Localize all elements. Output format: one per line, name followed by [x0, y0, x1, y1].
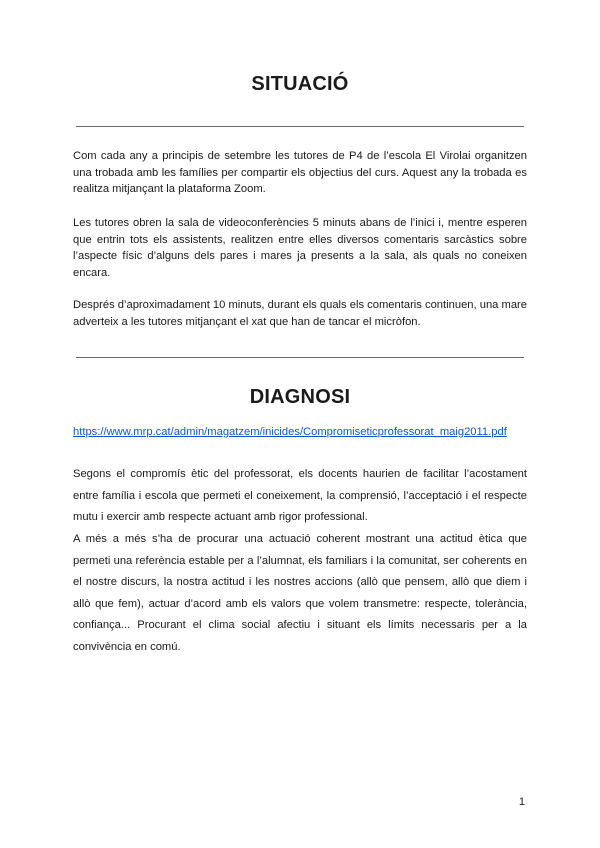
diagnosi-paragraph: Segons el compromís ètic del professorat, els docents haurien de facilitar l’acostament entre família i escola que permeti el coneixement, la comprensió, l’acceptació i el respecte mutu i exercir amb respecte actuant amb rigor professional.: [73, 468, 527, 523]
section-title-diagnosi: DIAGNOSI: [249, 386, 351, 408]
situacio-paragraph: Com cada any a principis de setembre les tutores de P4 de l’escola El Virolai organitzen una trobada amb les famílies per compartir els objectius del curs. Aquest any la trobada es realitza mitjançant la plataforma Zoom.: [73, 150, 527, 195]
divider: [76, 126, 524, 127]
situacio-paragraph: Les tutores obren la sala de videoconferències 5 minuts abans de l’inici i, mentre esperen que entrin tots els assistents, realitzen entre elles diversos comentaris sarcàstics sobre l’aspecte físic d’alguns dels pares i mares ja presents a la sala, als quals no coneixen encara.: [73, 217, 527, 279]
divider: [76, 357, 524, 358]
situacio-paragraph: Després d’aproximadament 10 minuts, durant els quals els comentaris continuen, una mare adverteix a les tutores mitjançant el xat que han de tancar el micròfon.: [73, 299, 527, 328]
section-title-situacio: SITUACIÓ: [251, 73, 349, 95]
diagnosi-paragraph: A més a més s’ha de procurar una actuació coherent mostrant una actitud ètica que permeti una referència estable per a l’alumnat, els familiars i la comunitat, ser coherents en el nostre discurs, la nostra actitud i les nostres accions (allò que pensem, allò que diem i allò que fem), actuar d’acord amb els valors que volem transmetre: respecte, tolerància, confiança... Procurant el clima social afectiu i situant els límits necessaris per a la convivència en comú.: [73, 533, 527, 653]
page-number: 1: [518, 796, 525, 808]
reference-link[interactable]: https://www.mrp.cat/admin/magatzem/inicides/Compromiseticprofessorat_maig2011.pdf: [73, 426, 507, 438]
